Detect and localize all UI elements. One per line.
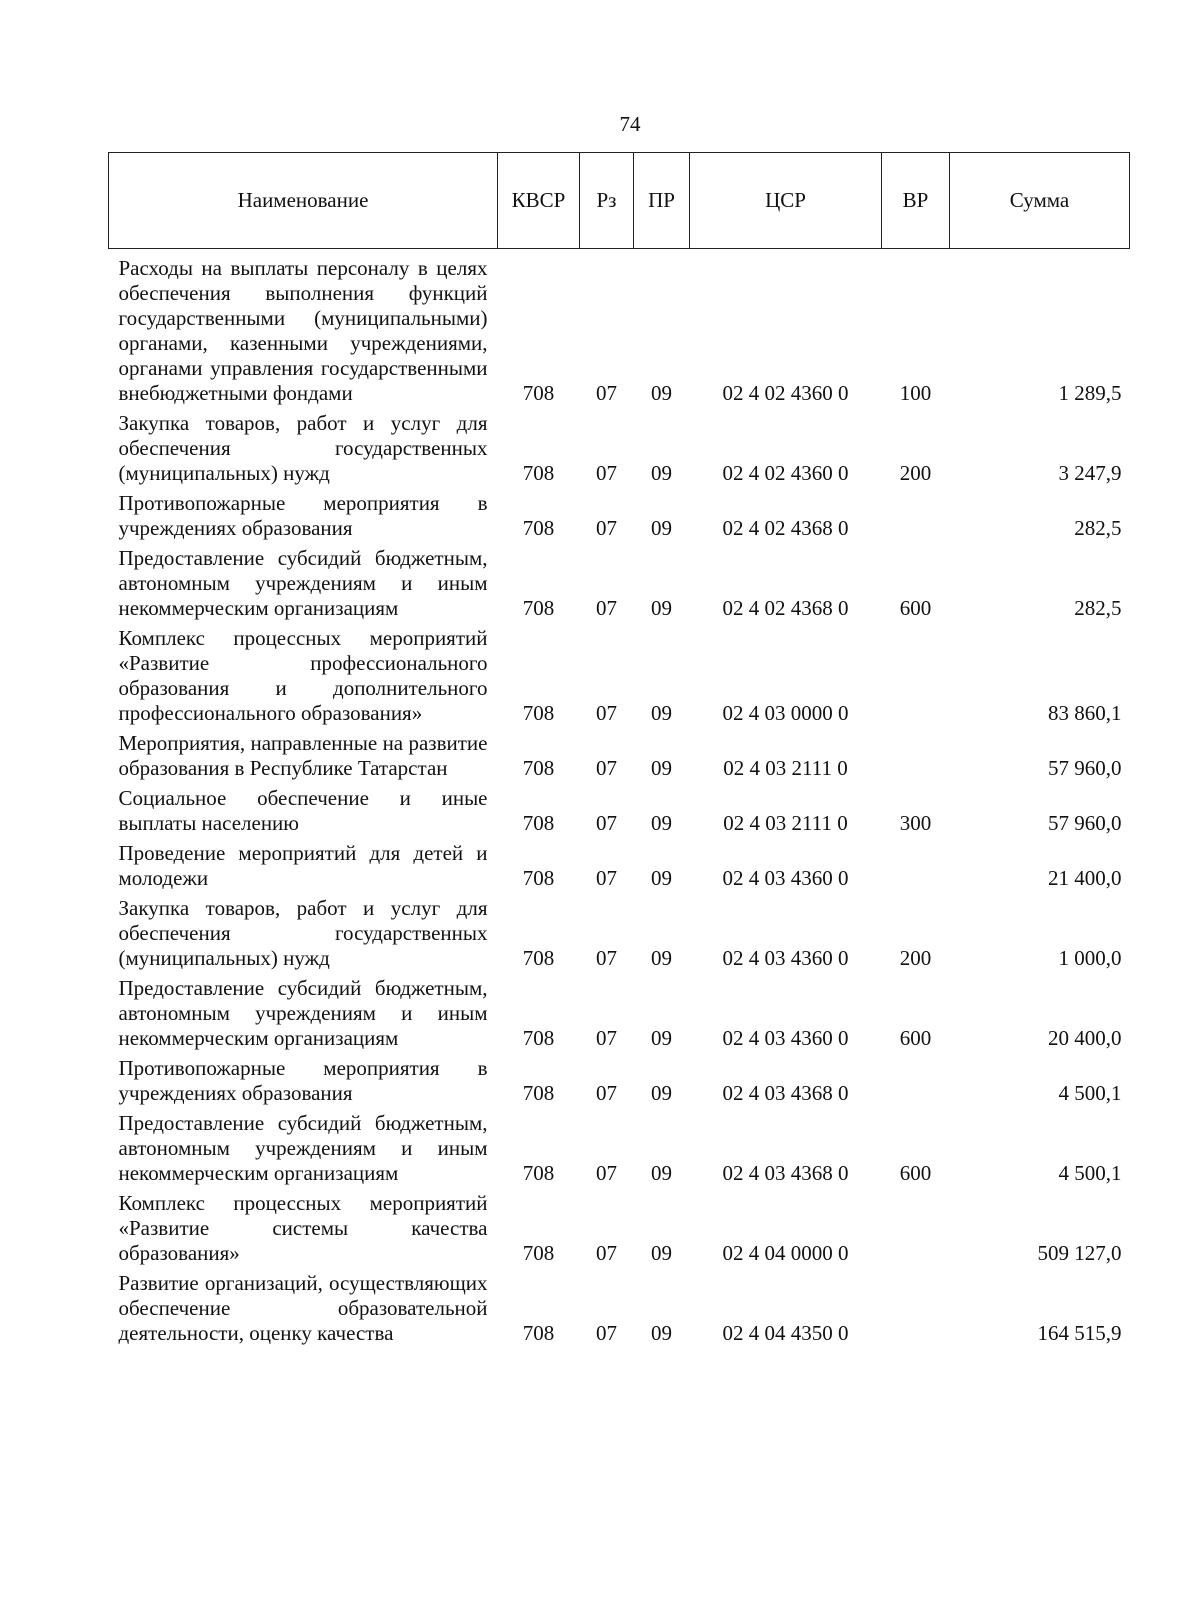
row-pr: 09 xyxy=(651,756,672,780)
header-name: Наименование xyxy=(109,153,498,249)
row-sum: 509 127,0 xyxy=(1037,1241,1122,1265)
row-sum: 1 000,0 xyxy=(1058,946,1122,970)
row-name: Проведение мероприятий для детей и молодежи xyxy=(118,841,488,890)
row-name: Противопожарные мероприятия в учреждениях образования xyxy=(118,1056,488,1105)
row-kvsr: 708 xyxy=(522,381,555,405)
row-sum: 4 500,1 xyxy=(1058,1161,1122,1185)
row-sum: 282,5 xyxy=(1074,516,1122,540)
row-kvsr: 708 xyxy=(522,1026,555,1050)
row-sum: 57 960,0 xyxy=(1048,756,1122,780)
row-csr: 02 4 02 4360 0 xyxy=(722,461,849,485)
table-row xyxy=(109,1054,1130,1109)
row-pr: 09 xyxy=(651,1081,672,1105)
row-name: Закупка товаров, работ и услуг для обеспечения государственных (муниципальных) нужд xyxy=(118,411,488,485)
page-number: 74 xyxy=(619,112,641,136)
row-vr: 200 xyxy=(899,946,932,970)
row-vr xyxy=(882,1189,950,1269)
row-rz: 07 xyxy=(596,381,617,405)
row-rz: 07 xyxy=(596,1081,617,1105)
row-pr: 09 xyxy=(651,1241,672,1265)
row-vr: 300 xyxy=(899,811,932,835)
row-csr: 02 4 03 2111 0 xyxy=(723,756,848,780)
row-kvsr: 708 xyxy=(522,1321,555,1345)
row-rz: 07 xyxy=(596,1241,617,1265)
row-sum: 4 500,1 xyxy=(1058,1081,1122,1105)
row-vr: 600 xyxy=(899,1161,932,1185)
row-sum: 282,5 xyxy=(1074,596,1122,620)
row-rz: 07 xyxy=(596,701,617,725)
table-header xyxy=(109,153,1130,249)
row-pr: 09 xyxy=(651,381,672,405)
table-row xyxy=(109,839,1130,894)
header-vr: ВР xyxy=(882,153,950,249)
header-pr: ПР xyxy=(634,153,690,249)
row-kvsr: 708 xyxy=(522,811,555,835)
table-row xyxy=(109,974,1130,1054)
row-rz: 07 xyxy=(596,946,617,970)
table-row xyxy=(109,254,1130,409)
row-name: Развитие организаций, осуществляющих обеспечение образовательной деятельности, оценку качества xyxy=(118,1271,488,1345)
table-row xyxy=(109,1109,1130,1189)
row-pr: 09 xyxy=(651,1321,672,1345)
budget-table xyxy=(108,152,1130,1349)
row-vr xyxy=(882,729,950,784)
header-kvsr: КВСР xyxy=(498,153,580,249)
row-name: Мероприятия, направленные на развитие образования в Республике Татарстан xyxy=(118,731,488,780)
row-name: Предоставление субсидий бюджетным, автономным учреждениям и иным некоммерческим организациям xyxy=(118,546,488,620)
row-kvsr: 708 xyxy=(522,461,555,485)
row-vr: 600 xyxy=(899,596,932,620)
table-row xyxy=(109,729,1130,784)
row-csr: 02 4 02 4360 0 xyxy=(722,381,849,405)
row-pr: 09 xyxy=(651,811,672,835)
row-kvsr: 708 xyxy=(522,516,555,540)
row-sum: 83 860,1 xyxy=(1048,701,1122,725)
row-rz: 07 xyxy=(596,1026,617,1050)
row-csr: 02 4 02 4368 0 xyxy=(722,596,849,620)
row-name: Противопожарные мероприятия в учреждениях образования xyxy=(118,491,488,540)
row-pr: 09 xyxy=(651,1026,672,1050)
row-kvsr: 708 xyxy=(522,946,555,970)
row-rz: 07 xyxy=(596,1321,617,1345)
table-row xyxy=(109,784,1130,839)
table-row xyxy=(109,894,1130,974)
table-row xyxy=(109,1189,1130,1269)
row-csr: 02 4 02 4368 0 xyxy=(722,516,849,540)
row-pr: 09 xyxy=(651,946,672,970)
row-kvsr: 708 xyxy=(522,596,555,620)
row-csr: 02 4 03 2111 0 xyxy=(723,811,848,835)
row-name: Предоставление субсидий бюджетным, автономным учреждениям и иным некоммерческим организациям xyxy=(118,1111,488,1185)
row-pr: 09 xyxy=(651,701,672,725)
row-vr xyxy=(882,1054,950,1109)
table-row xyxy=(109,409,1130,489)
header-sum: Сумма xyxy=(950,153,1130,249)
row-rz: 07 xyxy=(596,866,617,890)
row-csr: 02 4 04 4350 0 xyxy=(722,1321,849,1345)
row-vr: 100 xyxy=(899,381,932,405)
row-kvsr: 708 xyxy=(522,866,555,890)
row-kvsr: 708 xyxy=(522,1161,555,1185)
row-rz: 07 xyxy=(596,461,617,485)
row-csr: 02 4 03 4368 0 xyxy=(722,1161,849,1185)
row-sum: 3 247,9 xyxy=(1058,461,1122,485)
row-csr: 02 4 03 4360 0 xyxy=(722,866,849,890)
row-name: Комплекс процессных мероприятий «Развитие профессионального образования и дополнительного профессионального образования» xyxy=(118,626,488,725)
row-pr: 09 xyxy=(651,461,672,485)
row-vr: 200 xyxy=(899,461,932,485)
table-row xyxy=(109,1269,1130,1349)
row-vr xyxy=(882,1269,950,1349)
row-kvsr: 708 xyxy=(522,1081,555,1105)
row-vr xyxy=(882,839,950,894)
row-vr: 600 xyxy=(899,1026,932,1050)
row-name: Социальное обеспечение и иные выплаты населению xyxy=(118,786,488,835)
row-name: Комплекс процессных мероприятий «Развитие системы качества образования» xyxy=(118,1191,488,1265)
row-pr: 09 xyxy=(651,866,672,890)
row-rz: 07 xyxy=(596,596,617,620)
table-row xyxy=(109,544,1130,624)
row-kvsr: 708 xyxy=(522,701,555,725)
row-kvsr: 708 xyxy=(522,756,555,780)
row-pr: 09 xyxy=(651,596,672,620)
row-vr xyxy=(882,624,950,729)
row-vr xyxy=(882,489,950,544)
row-name: Расходы на выплаты персоналу в целях обеспечения выполнения функций государственными (муниципальными) органами, казенными учреждениями, органами управления государственными внебюджетными фондами xyxy=(118,256,488,405)
row-sum: 21 400,0 xyxy=(1048,866,1122,890)
row-rz: 07 xyxy=(596,1161,617,1185)
row-kvsr: 708 xyxy=(522,1241,555,1265)
row-rz: 07 xyxy=(596,756,617,780)
row-sum: 57 960,0 xyxy=(1048,811,1122,835)
row-rz: 07 xyxy=(596,516,617,540)
row-csr: 02 4 03 4360 0 xyxy=(722,946,849,970)
row-csr: 02 4 04 0000 0 xyxy=(722,1241,849,1265)
row-sum: 164 515,9 xyxy=(1037,1321,1122,1345)
row-rz: 07 xyxy=(596,811,617,835)
table-row xyxy=(109,489,1130,544)
row-pr: 09 xyxy=(651,516,672,540)
row-name: Предоставление субсидий бюджетным, автономным учреждениям и иным некоммерческим организациям xyxy=(118,976,488,1050)
header-csr: ЦСР xyxy=(690,153,882,249)
row-csr: 02 4 03 4368 0 xyxy=(722,1081,849,1105)
row-csr: 02 4 03 0000 0 xyxy=(722,701,849,725)
row-csr: 02 4 03 4360 0 xyxy=(722,1026,849,1050)
row-sum: 1 289,5 xyxy=(1058,381,1122,405)
table-body xyxy=(109,249,1130,1350)
row-pr: 09 xyxy=(651,1161,672,1185)
row-name: Закупка товаров, работ и услуг для обеспечения государственных (муниципальных) нужд xyxy=(118,896,488,970)
table-row xyxy=(109,624,1130,729)
row-sum: 20 400,0 xyxy=(1048,1026,1122,1050)
header-rz: Рз xyxy=(580,153,634,249)
